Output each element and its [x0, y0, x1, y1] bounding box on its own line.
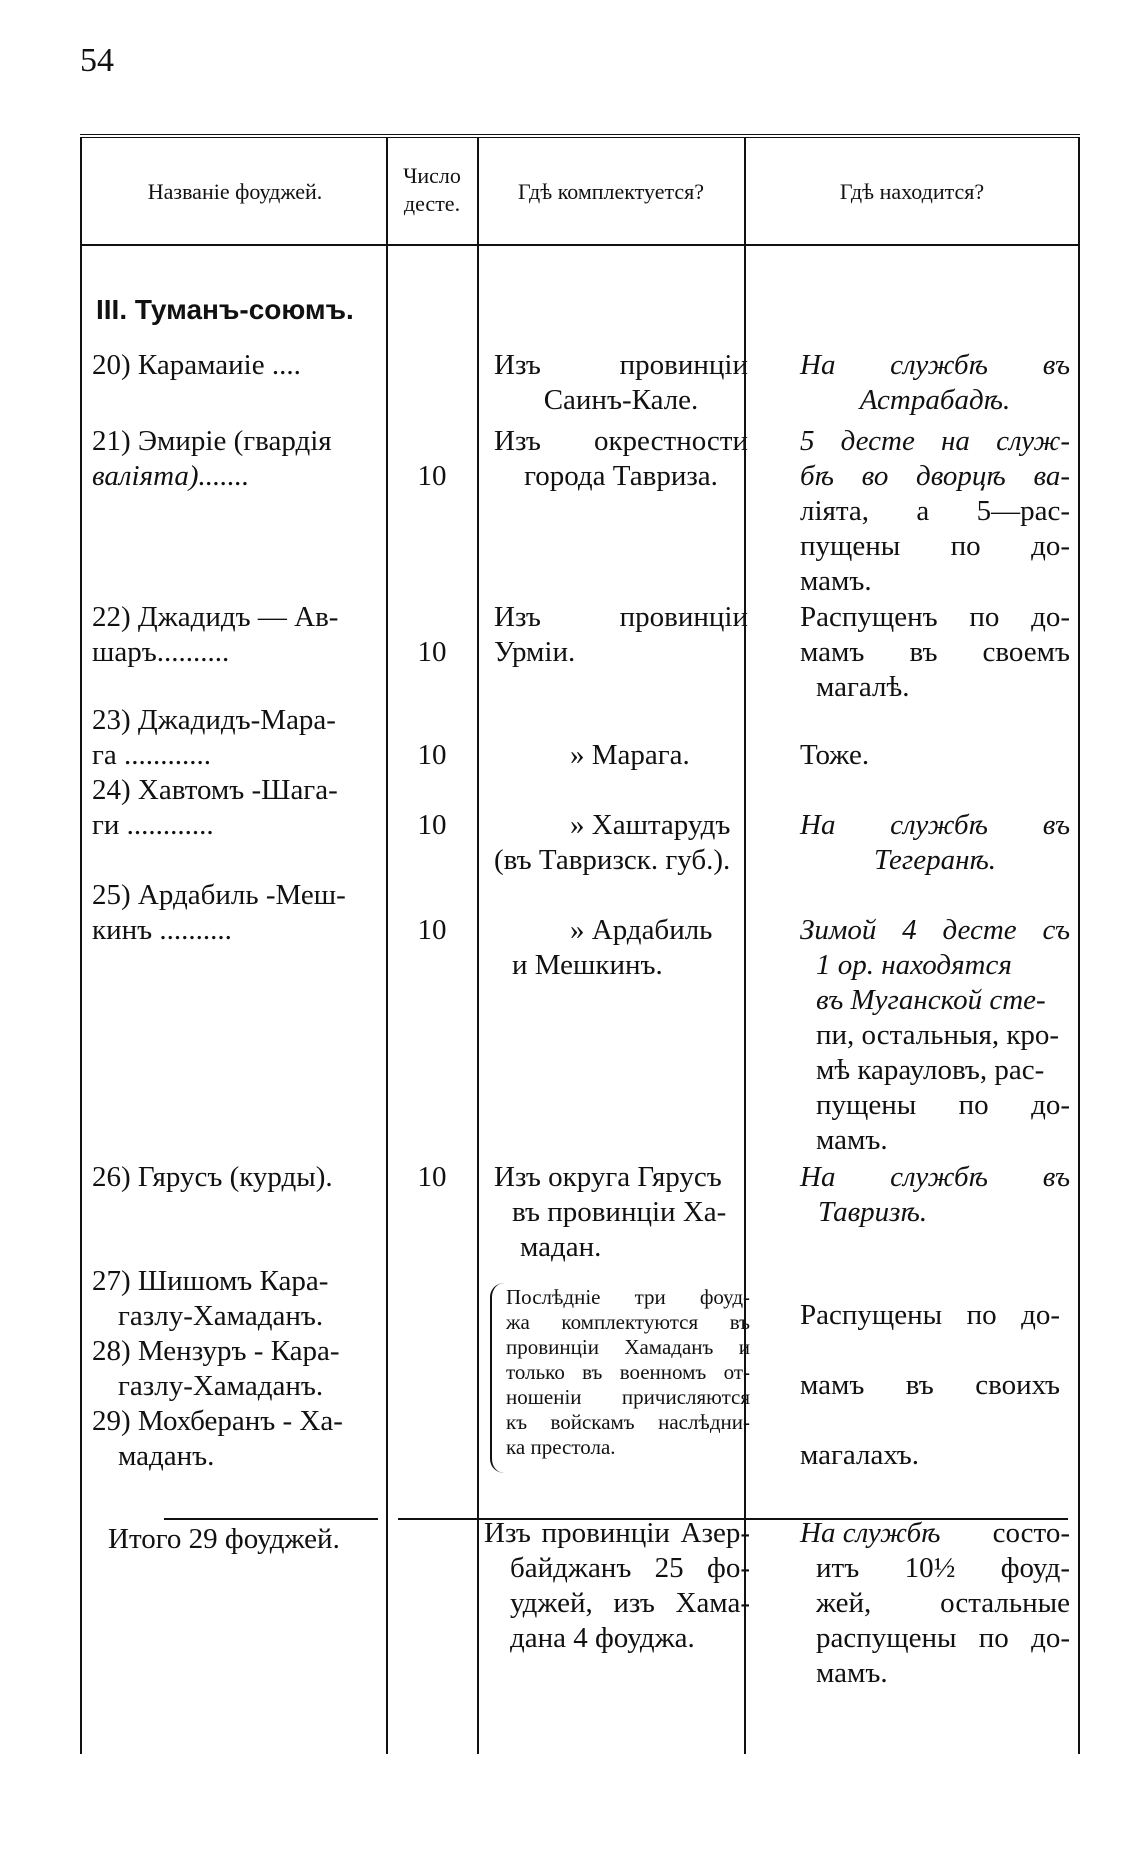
totals-recruited-line1: Изъ провинціи Азер- — [484, 1517, 750, 1549]
row-23-name-line1: 23) Джадидъ-Мара- — [92, 704, 336, 736]
row-22-located-line1: Распущенъ по до- — [800, 601, 1070, 633]
group-located-line2: мамъ въ своихъ — [800, 1369, 1060, 1401]
row-22-count: 10 — [417, 636, 447, 668]
row-21-located-line2: бѣ во дворцѣ ва- — [800, 460, 1070, 492]
row-24-name-line2: ги ............ — [92, 809, 214, 841]
row-25-recruited — [494, 913, 748, 983]
totals-recruited — [484, 1516, 750, 1656]
row-24-located-line1: На службѣ въ — [800, 809, 1070, 841]
row-24-located-line2: Тегеранѣ. — [873, 844, 997, 876]
row-25-name — [92, 878, 382, 948]
row-22-name-line1: 22) Джадидъ — Ав- — [92, 601, 339, 633]
row-26-located — [800, 1160, 1070, 1230]
column-divider-2 — [477, 138, 479, 1754]
row-24-name-line1: 24) Хавтомъ -Шага- — [92, 774, 338, 806]
row-21-located-line1: 5 десте на служ- — [800, 425, 1070, 457]
group-note-line1: Послѣдніе три фоуд- — [506, 1285, 750, 1309]
row-25-recruited-line1: » Ардабиль — [570, 914, 713, 946]
group-name-line4: газлу-Хамаданъ. — [118, 1370, 324, 1402]
row-22-located-line3: магалѣ. — [816, 671, 910, 703]
row-22-located — [800, 600, 1070, 705]
row-24-recruited — [494, 808, 748, 878]
group-note-line2: жа комплектуются въ — [506, 1310, 750, 1334]
group-note-line4: только въ военномъ от- — [506, 1360, 750, 1384]
row-26-recruited-line3: мадан. — [520, 1231, 602, 1263]
row-26-located-line2: Тавризѣ. — [818, 1196, 928, 1228]
totals-located-line1 — [800, 1516, 1070, 1551]
section-title: III. Туманъ-союмъ. — [96, 294, 354, 325]
row-26-count: 10 — [417, 1161, 447, 1193]
row-24-located — [800, 808, 1070, 878]
header-recruited: Гдѣ комплектуется? — [517, 179, 705, 204]
row-21-located — [800, 424, 1070, 599]
header-located: Гдѣ находится? — [839, 179, 985, 204]
row-20-located-line2: Астрабадѣ. — [859, 384, 1011, 416]
row-26-name-line1: 26) Гярусъ (курды). — [92, 1161, 333, 1193]
row-26-located-line1: На службѣ въ — [800, 1161, 1070, 1193]
row-20-name — [92, 348, 382, 383]
totals-divider-name — [164, 1518, 378, 1520]
group-name-line1: 27) Шишомъ Кара- — [92, 1265, 329, 1297]
row-26-name — [92, 1160, 392, 1195]
row-24-count: 10 — [417, 809, 447, 841]
row-21-located-line3: ліята, а 5—рас- — [800, 495, 1070, 527]
row-24-name — [92, 773, 382, 843]
row-25-located-line4: пи, остальныя, кро- — [816, 1019, 1060, 1051]
totals-located-line4: распущены по до- — [816, 1622, 1070, 1654]
group-note-line7: ка престола. — [506, 1435, 616, 1459]
totals-located-italic: На службѣ — [800, 1517, 941, 1549]
row-22-recruited-line1: Изъ провинціи — [494, 601, 748, 633]
row-23-located: Тоже. — [800, 739, 870, 771]
header-name: Названіе фоуджей. — [147, 179, 323, 204]
header-count-line2: десте. — [403, 191, 461, 216]
row-23-recruited: » Марага. — [570, 739, 690, 771]
row-20-located — [800, 348, 1070, 418]
table-left-border — [80, 138, 82, 1754]
group-recruited-note — [506, 1285, 750, 1460]
row-21-count: 10 — [417, 460, 447, 492]
group-name-line5: 29) Мохберанъ - Ха- — [92, 1405, 343, 1437]
row-25-located-line1: Зимой 4 десте съ — [800, 914, 1070, 946]
row-25-located-line2: 1 ор. находятся — [816, 949, 1012, 981]
group-name-line2: газлу-Хамаданъ. — [118, 1300, 324, 1332]
row-21-located-line4: пущены по до- — [800, 530, 1070, 562]
row-22-recruited — [494, 600, 748, 670]
row-25-located-line7: мамъ. — [816, 1124, 888, 1156]
row-26-recruited — [494, 1160, 748, 1265]
row-23-name-line2: га ............ — [92, 739, 212, 771]
row-20-name-line: 20) Карамаиіе .... — [92, 349, 301, 381]
header-count-line1: Число — [403, 163, 461, 188]
group-name-line6: маданъ. — [118, 1440, 215, 1472]
row-21-recruited-line2: города Тавриза. — [524, 460, 718, 492]
group-located — [800, 1298, 1060, 1473]
totals-located-line5: мамъ. — [816, 1657, 888, 1689]
totals-located-first-part: состо- — [992, 1517, 1070, 1549]
totals-located-line3: жей, остальные — [816, 1587, 1070, 1619]
row-26-recruited-line1: Изъ округа Гярусъ — [494, 1161, 722, 1193]
group-note-line5: ношеніи причисляются — [506, 1385, 750, 1409]
row-24-recruited-line2: (въ Тавризск. губ.). — [494, 844, 731, 876]
group-located-line1: Распущены по до- — [800, 1299, 1060, 1331]
row-25-count: 10 — [417, 914, 447, 946]
row-21-located-line5: мамъ. — [800, 565, 872, 597]
row-20-recruited — [494, 348, 748, 418]
row-22-name — [92, 600, 382, 670]
row-23-count: 10 — [417, 739, 447, 771]
group-located-line3: магалахъ. — [800, 1439, 920, 1471]
row-25-recruited-line2: и Мешкинъ. — [512, 949, 663, 981]
totals-recruited-line2: байджанъ 25 фо- — [510, 1552, 750, 1584]
row-25-located-line3: въ Муганской сте- — [816, 984, 1046, 1016]
row-20-recruited-line2: Саинъ-Кале. — [543, 384, 699, 416]
header-divider — [80, 244, 1080, 246]
row-21-recruited — [494, 424, 748, 494]
group-name-line3: 28) Мензуръ - Кара- — [92, 1335, 340, 1367]
row-21-name-line2: валіята)....... — [92, 460, 250, 492]
row-26-recruited-line2: въ провинціи Ха- — [512, 1196, 727, 1228]
row-20-located-line1: На службѣ въ — [800, 349, 1070, 381]
row-20-recruited-line1: Изъ провинціи — [494, 349, 748, 381]
group-note-line3: провинціи Хамаданъ и — [506, 1335, 750, 1359]
row-22-located-line2: мамъ въ своемъ — [800, 636, 1070, 668]
row-21-name-line1: 21) Эмиріе (гвардія — [92, 425, 332, 457]
row-21-name — [92, 424, 382, 494]
row-22-recruited-line2: Урміи. — [494, 636, 576, 668]
totals-recruited-line4: дана 4 фоуджа. — [510, 1622, 695, 1654]
row-21-recruited-line1: Изъ окрестности — [494, 425, 748, 457]
row-24-recruited-line1: » Хаштарудъ — [570, 809, 731, 841]
row-22-name-line2: шаръ.......... — [92, 636, 230, 668]
row-25-name-line2: кинъ .......... — [92, 914, 232, 946]
totals-recruited-line3: уджей, изъ Хама- — [510, 1587, 750, 1619]
row-25-name-line1: 25) Ардабиль -Меш- — [92, 879, 346, 911]
row-23-name — [92, 703, 382, 773]
totals-located-line2: итъ 10½ фоуд- — [816, 1552, 1070, 1584]
header-count — [388, 162, 476, 218]
row-25-located — [800, 913, 1070, 1158]
row-25-located-line6: пущены по до- — [816, 1089, 1070, 1121]
totals-located — [800, 1516, 1070, 1691]
group-names — [92, 1264, 392, 1474]
group-note-line6: къ войскамъ наслѣдни- — [506, 1410, 750, 1434]
totals-name: Итого 29 фоуджей. — [108, 1523, 340, 1555]
group-brace — [490, 1283, 506, 1473]
row-25-located-line5: мѣ карауловъ, рас- — [816, 1054, 1045, 1086]
table-right-border — [1078, 138, 1080, 1754]
page-number: 54 — [80, 42, 114, 79]
